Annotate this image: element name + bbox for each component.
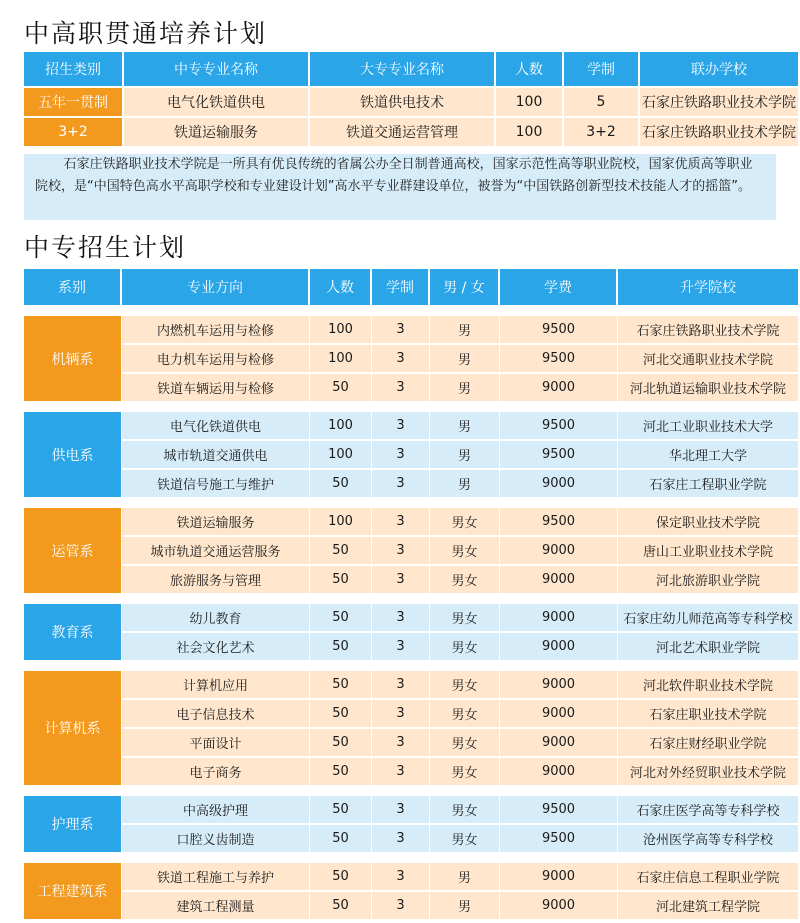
- table-cell: 幼儿教育: [122, 604, 310, 633]
- table-cell: 9000: [500, 671, 618, 700]
- table-cell: 3: [372, 316, 430, 345]
- table-cell: 石家庄医学高等专科学校: [618, 796, 798, 825]
- table-cell: 50: [310, 566, 372, 595]
- table-cell: 9500: [500, 508, 618, 537]
- table-cell: 50: [310, 604, 372, 633]
- table-cell: 3: [372, 729, 430, 758]
- table-cell: 3: [372, 412, 430, 441]
- table-cell: 50: [310, 633, 372, 662]
- table-cell: 铁道供电技术: [310, 88, 496, 118]
- table-cell: 9000: [500, 758, 618, 787]
- group-gap: [24, 787, 798, 796]
- gap-cell: [24, 854, 798, 863]
- table-cell: 男女: [430, 825, 500, 854]
- table-cell: 100: [496, 88, 564, 118]
- table-cell: 50: [310, 758, 372, 787]
- department-cell: 机辆系: [24, 316, 122, 403]
- table-cell: 男: [430, 374, 500, 403]
- school-intro-text: 石家庄铁路职业技术学院是一所具有优良传统的省属公办全日制普通高校，国家示范性高等职业院校，国家优质高等职业院校，是“中国特色高水平高职学校和专业建设计划”高水平专业群建设单位，被誉为“中国铁路创新型技术技能人才的摇篮”。: [24, 154, 776, 220]
- table-cell: 电气化铁道供电: [122, 412, 310, 441]
- table-cell: 男女: [430, 758, 500, 787]
- table-row: [24, 758, 798, 787]
- group-gap: [24, 307, 798, 316]
- header-cell: 升学院校: [618, 269, 798, 307]
- table-cell: 9000: [500, 729, 618, 758]
- table-cell: 9000: [500, 537, 618, 566]
- department-cell: 工程建筑系: [24, 863, 122, 921]
- table-cell: 石家庄铁路职业技术学院: [640, 118, 798, 148]
- table-cell: 计算机应用: [122, 671, 310, 700]
- table-cell: 9500: [500, 441, 618, 470]
- table-cell: 50: [310, 796, 372, 825]
- table-cell: 3: [372, 892, 430, 921]
- category-cell: 五年一贯制: [24, 88, 124, 118]
- table-cell: 9000: [500, 374, 618, 403]
- plan-table-body: [24, 307, 798, 921]
- table-cell: 保定职业技术学院: [618, 508, 798, 537]
- table-cell: 3: [372, 537, 430, 566]
- group-gap: [24, 403, 798, 412]
- table-cell: 3: [372, 508, 430, 537]
- table-cell: 男女: [430, 700, 500, 729]
- table-cell: 河北旅游职业学院: [618, 566, 798, 595]
- table-cell: 电气化铁道供电: [124, 88, 310, 118]
- table-cell: 男: [430, 863, 500, 892]
- table-cell: 石家庄工程职业学院: [618, 470, 798, 499]
- table-row: [24, 345, 798, 374]
- table-cell: 社会文化艺术: [122, 633, 310, 662]
- table-cell: 中高级护理: [122, 796, 310, 825]
- table-cell: 5: [564, 88, 640, 118]
- table-cell: 3: [372, 566, 430, 595]
- table-cell: 铁道交通运营管理: [310, 118, 496, 148]
- table-cell: 3: [372, 700, 430, 729]
- table-cell: 9000: [500, 470, 618, 499]
- table-cell: 男女: [430, 729, 500, 758]
- table-row: [24, 633, 798, 662]
- table-cell: 华北理工大学: [618, 441, 798, 470]
- table-cell: 河北对外经贸职业技术学院: [618, 758, 798, 787]
- table-cell: 9000: [500, 863, 618, 892]
- table-cell: 城市轨道交通运营服务: [122, 537, 310, 566]
- table-cell: 9000: [500, 892, 618, 921]
- table-cell: 50: [310, 700, 372, 729]
- table-cell: 石家庄信息工程职业学院: [618, 863, 798, 892]
- table-row: [24, 700, 798, 729]
- table-row: [24, 729, 798, 758]
- table-cell: 100: [310, 508, 372, 537]
- table-row: [24, 88, 798, 118]
- table-cell: 城市轨道交通供电: [122, 441, 310, 470]
- table-cell: 铁道车辆运用与检修: [122, 374, 310, 403]
- table-cell: 唐山工业职业技术学院: [618, 537, 798, 566]
- table-cell: 石家庄职业技术学院: [618, 700, 798, 729]
- table-row: [24, 470, 798, 499]
- program-table-header: [24, 52, 798, 88]
- table-cell: 3: [372, 374, 430, 403]
- table-cell: 100: [310, 345, 372, 374]
- table-cell: 电子商务: [122, 758, 310, 787]
- table-cell: 内燃机车运用与检修: [122, 316, 310, 345]
- department-cell: 供电系: [24, 412, 122, 499]
- table-cell: 50: [310, 863, 372, 892]
- table-cell: 50: [310, 892, 372, 921]
- table-cell: 男: [430, 345, 500, 374]
- table-cell: 50: [310, 671, 372, 700]
- table-cell: 铁道运输服务: [122, 508, 310, 537]
- gap-cell: [24, 662, 798, 671]
- header-cell: 学制: [564, 52, 640, 88]
- table-cell: 铁道信号施工与维护: [122, 470, 310, 499]
- category-cell: 3+2: [24, 118, 124, 148]
- table-cell: 9500: [500, 825, 618, 854]
- section-title-enrollment-plan: 中专招生计划: [24, 233, 187, 262]
- table-cell: 100: [310, 316, 372, 345]
- header-cell: 男 / 女: [430, 269, 500, 307]
- table-cell: 3: [372, 470, 430, 499]
- table-row: [24, 412, 798, 441]
- table-cell: 口腔义齿制造: [122, 825, 310, 854]
- table-row: [24, 604, 798, 633]
- table-cell: 石家庄铁路职业技术学院: [640, 88, 798, 118]
- table-row: [24, 566, 798, 595]
- header-cell: 学制: [372, 269, 430, 307]
- gap-cell: [24, 595, 798, 604]
- table-cell: 河北建筑工程学院: [618, 892, 798, 921]
- table-cell: 旅游服务与管理: [122, 566, 310, 595]
- table-cell: 男女: [430, 566, 500, 595]
- header-cell: 专业方向: [122, 269, 310, 307]
- table-cell: 9500: [500, 316, 618, 345]
- table-cell: 河北软件职业技术学院: [618, 671, 798, 700]
- plan-table-header: [24, 269, 798, 307]
- enrollment-plan-table: [24, 269, 798, 921]
- table-cell: 3: [372, 441, 430, 470]
- table-row: [24, 374, 798, 403]
- table-cell: 铁道工程施工与养护: [122, 863, 310, 892]
- group-gap: [24, 595, 798, 604]
- table-cell: 3: [372, 345, 430, 374]
- table-cell: 100: [310, 412, 372, 441]
- gap-cell: [24, 403, 798, 412]
- table-cell: 河北轨道运输职业技术学院: [618, 374, 798, 403]
- table-cell: 3: [372, 604, 430, 633]
- table-row: [24, 118, 798, 148]
- table-cell: 石家庄幼儿师范高等专科学校: [618, 604, 798, 633]
- table-cell: 男: [430, 441, 500, 470]
- table-row: [24, 825, 798, 854]
- table-cell: 3+2: [564, 118, 640, 148]
- table-cell: 男: [430, 892, 500, 921]
- department-cell: 教育系: [24, 604, 122, 662]
- table-row: [24, 316, 798, 345]
- table-cell: 河北交通职业技术学院: [618, 345, 798, 374]
- table-cell: 男: [430, 470, 500, 499]
- department-cell: 计算机系: [24, 671, 122, 787]
- table-cell: 电子信息技术: [122, 700, 310, 729]
- department-cell: 运管系: [24, 508, 122, 595]
- header-cell: 人数: [310, 269, 372, 307]
- table-cell: 9000: [500, 633, 618, 662]
- table-cell: 9000: [500, 566, 618, 595]
- group-gap: [24, 499, 798, 508]
- table-cell: 50: [310, 374, 372, 403]
- table-cell: 男: [430, 412, 500, 441]
- group-gap: [24, 662, 798, 671]
- table-cell: 建筑工程测量: [122, 892, 310, 921]
- table-cell: 3: [372, 671, 430, 700]
- gap-cell: [24, 307, 798, 316]
- table-row: [24, 892, 798, 921]
- table-cell: 3: [372, 796, 430, 825]
- table-row: [24, 441, 798, 470]
- table-cell: 男女: [430, 633, 500, 662]
- table-cell: 男女: [430, 671, 500, 700]
- table-row: [24, 671, 798, 700]
- table-cell: 100: [496, 118, 564, 148]
- table-cell: 电力机车运用与检修: [122, 345, 310, 374]
- table-cell: 3: [372, 758, 430, 787]
- gap-cell: [24, 499, 798, 508]
- table-cell: 9500: [500, 796, 618, 825]
- table-cell: 男女: [430, 537, 500, 566]
- table-cell: 3: [372, 863, 430, 892]
- section-title-through-program: 中高职贯通培养计划: [24, 19, 268, 48]
- table-cell: 50: [310, 825, 372, 854]
- header-cell: 联办学校: [640, 52, 798, 88]
- table-row: [24, 863, 798, 892]
- table-row: [24, 796, 798, 825]
- table-cell: 河北艺术职业学院: [618, 633, 798, 662]
- group-gap: [24, 854, 798, 863]
- table-cell: 9500: [500, 345, 618, 374]
- table-cell: 3: [372, 825, 430, 854]
- table-cell: 石家庄铁路职业技术学院: [618, 316, 798, 345]
- department-cell: 护理系: [24, 796, 122, 854]
- table-cell: 石家庄财经职业学院: [618, 729, 798, 758]
- header-cell: 中专专业名称: [124, 52, 310, 88]
- table-cell: 男女: [430, 508, 500, 537]
- table-row: [24, 537, 798, 566]
- table-cell: 河北工业职业技术大学: [618, 412, 798, 441]
- table-cell: 平面设计: [122, 729, 310, 758]
- header-cell: 系别: [24, 269, 122, 307]
- table-cell: 男: [430, 316, 500, 345]
- table-cell: 铁道运输服务: [124, 118, 310, 148]
- table-cell: 9000: [500, 700, 618, 729]
- header-cell: 招生类别: [24, 52, 124, 88]
- table-cell: 9000: [500, 604, 618, 633]
- table-cell: 9500: [500, 412, 618, 441]
- table-cell: 50: [310, 729, 372, 758]
- table-cell: 50: [310, 537, 372, 566]
- header-cell: 学费: [500, 269, 618, 307]
- table-cell: 沧州医学高等专科学校: [618, 825, 798, 854]
- table-cell: 男女: [430, 796, 500, 825]
- header-cell: 大专专业名称: [310, 52, 496, 88]
- table-cell: 50: [310, 470, 372, 499]
- table-cell: 100: [310, 441, 372, 470]
- table-cell: 3: [372, 633, 430, 662]
- header-cell: 人数: [496, 52, 564, 88]
- table-cell: 男女: [430, 604, 500, 633]
- table-row: [24, 508, 798, 537]
- through-program-table: [24, 52, 798, 148]
- gap-cell: [24, 787, 798, 796]
